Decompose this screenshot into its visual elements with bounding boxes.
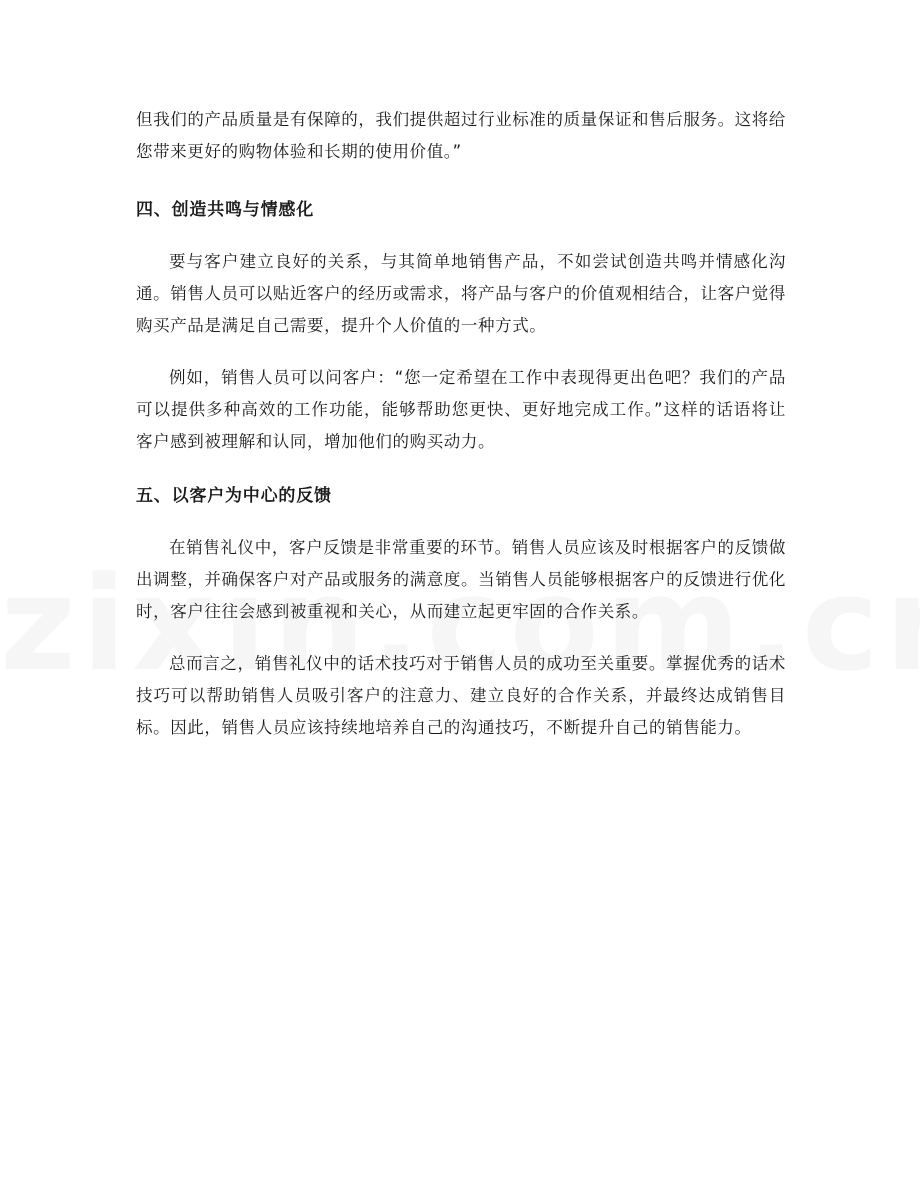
section-heading-5: 五、以客户为中心的反馈 [136, 486, 332, 506]
paragraph-section4-2: 例如，销售人员可以问客户：“您一定希望在工作中表现得更出色吧？我们的产品可以提供多种高效的工作功能，能够帮助您更快、更好地完成工作。”这样的话语将让客户感到被理解和认同，增加他们的购买动力。 [136, 368, 786, 451]
paragraph-intro-continuation: 但我们的产品质量是有保障的，我们提供超过行业标准的质量保证和售后服务。这将给您带来更好的购物体验和长期的使用价值。” [136, 110, 786, 161]
paragraph-section5-1: 在销售礼仪中，客户反馈是非常重要的环节。销售人员应该及时根据客户的反馈做出调整，并确保客户对产品或服务的满意度。当销售人员能够根据客户的反馈进行优化时，客户往往会感到被重视和关心，从而建立起更牢固的合作关系。 [136, 538, 786, 621]
section-heading-4: 四、创造共鸣与情感化 [136, 200, 314, 220]
paragraph-section4-1: 要与客户建立良好的关系，与其简单地销售产品，不如尝试创造共鸣并情感化沟通。销售人员可以贴近客户的经历或需求，将产品与客户的价值观相结合，让客户觉得购买产品是满足自己需要，提升个人价值的一种方式。 [136, 252, 786, 335]
document-page [136, 104, 786, 744]
paragraph-conclusion: 总而言之，销售礼仪中的话术技巧对于销售人员的成功至关重要。掌握优秀的话术技巧可以帮助销售人员吸引客户的注意力、建立良好的合作关系，并最终达成销售目标。因此，销售人员应该持续地培养自己的沟通技巧，不断提升自己的销售能力。 [136, 654, 786, 737]
